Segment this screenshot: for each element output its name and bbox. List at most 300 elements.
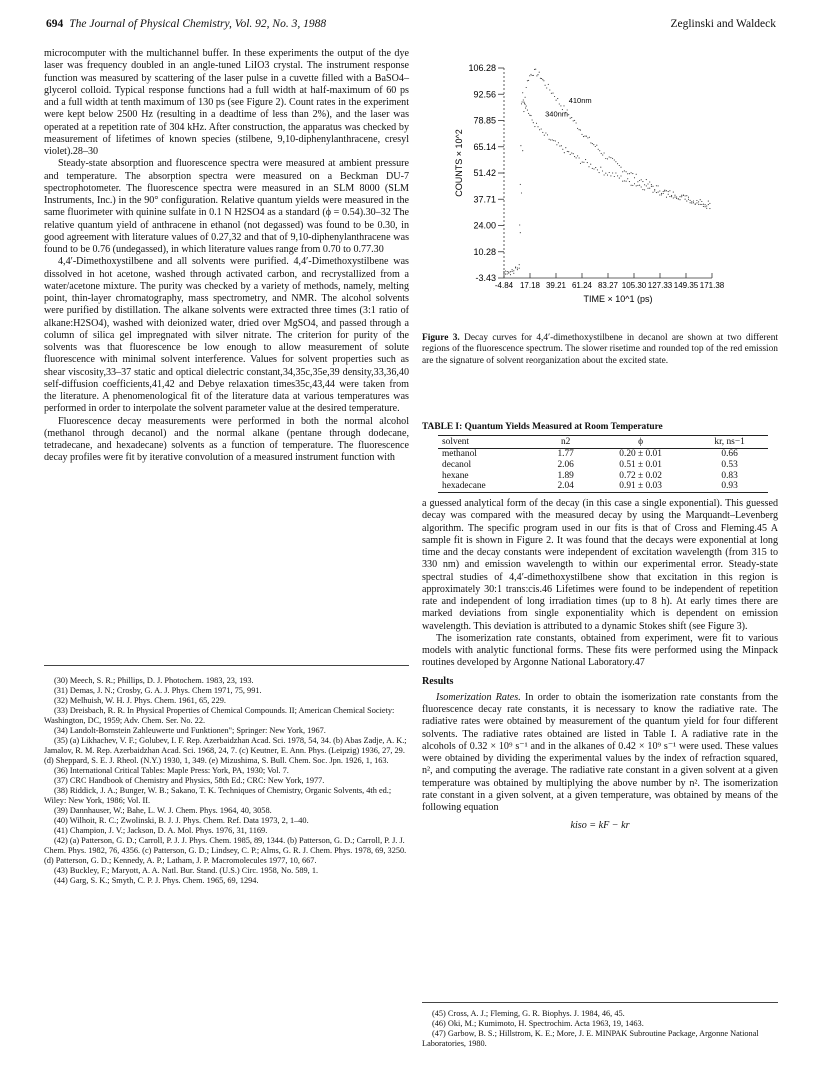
left-column (44, 48, 409, 465)
data-point (560, 105, 561, 106)
data-point (540, 78, 541, 79)
data-point (580, 163, 581, 164)
data-point (705, 204, 706, 205)
data-point (676, 197, 677, 198)
data-point (588, 166, 589, 167)
data-point (701, 204, 702, 205)
data-point (581, 134, 582, 135)
data-point (679, 196, 680, 197)
data-point (676, 198, 677, 199)
data-point (532, 75, 533, 76)
data-point (503, 272, 504, 273)
data-point (631, 172, 632, 173)
data-point (607, 158, 608, 159)
data-point (605, 173, 606, 174)
data-point (646, 179, 647, 180)
data-point (592, 143, 593, 144)
data-point (614, 159, 615, 160)
data-point (612, 158, 613, 159)
data-point (596, 145, 597, 146)
data-point (668, 191, 669, 192)
data-point (673, 192, 674, 193)
table-row (438, 471, 768, 482)
data-point (632, 185, 633, 186)
data-point (620, 175, 621, 176)
table-title: TABLE I: Quantum Yields Measured at Room Temperature (422, 422, 663, 432)
data-point (543, 80, 544, 81)
data-point (507, 273, 508, 274)
data-point (626, 171, 627, 172)
paragraph (422, 692, 778, 815)
data-point (512, 271, 513, 272)
references-left (44, 665, 409, 886)
x-tick-label: 61.24 (571, 281, 593, 290)
data-point (683, 195, 684, 196)
data-point (681, 196, 682, 197)
x-tick-label: 171.38 (699, 281, 725, 290)
data-point (700, 199, 701, 200)
data-point (673, 197, 674, 198)
right-column (422, 498, 778, 833)
reference: (38) Riddick, J. A.; Bunger, W. B.; Sakano, T. K. Techniques of Chemistry, Organic Solvents, 4th ed.; Wiley: New York, 1986; Vol. II. (44, 786, 392, 805)
data-point (669, 196, 670, 197)
data-point (583, 162, 584, 163)
data-point (563, 105, 564, 106)
data-point (602, 154, 603, 155)
x-tick-label: 127.33 (647, 281, 673, 290)
data-point (663, 193, 664, 194)
data-point (520, 232, 521, 233)
data-point (510, 274, 511, 275)
reference: (36) International Critical Tables: Maple Press: York, PA, 1930; Vol. 7. (54, 766, 289, 775)
data-point (691, 201, 692, 202)
data-point (652, 192, 653, 193)
data-point (577, 128, 578, 129)
data-point (617, 163, 618, 164)
data-point (693, 202, 694, 203)
reference: (35) (a) Likhachev, V. F.; Golubev, I. F. Rep. Azerbaidzhan Acad. Sci. 1978, 54, 34. (b) Abas Zadje, A. K.; Jamalov, R. M. Rep. Azerbaidzhan Acad. Sci. 1968, 24, 7. (c) Keutner, E. Ann. Phys. (Leipzig) 1936, 27, 29. (d) Sheppard, S. E. J. Rheol. (N.Y.) 1930, 1, 349. (e) Mizushima, S. Bull. Chem. Soc. Jpn. 1926, 1, 163. (44, 736, 407, 765)
data-point (542, 132, 543, 133)
data-point (703, 204, 704, 205)
section-heading-results: Results (422, 675, 454, 687)
data-point (601, 153, 602, 154)
data-point (576, 157, 577, 158)
data-point (597, 169, 598, 170)
decay-chart (422, 58, 778, 333)
data-point (555, 140, 556, 141)
data-point (527, 110, 528, 111)
data-point (529, 75, 530, 76)
cell: 0.20 ± 0.01 (619, 449, 662, 459)
data-point (536, 75, 537, 76)
x-axis-label: TIME × 10^1 (ps) (583, 294, 653, 304)
data-point (539, 129, 540, 130)
data-point (659, 194, 660, 195)
data-point (552, 93, 553, 94)
data-point (686, 195, 687, 196)
data-point (535, 69, 536, 70)
data-point (644, 184, 645, 185)
y-tick-label: 51.42 (473, 168, 496, 178)
y-axis-label: COUNTS × 10^2 (454, 129, 464, 197)
data-point (517, 267, 518, 268)
data-point (615, 161, 616, 162)
data-point (505, 274, 506, 275)
data-point (626, 181, 627, 182)
data-point (571, 117, 572, 118)
y-tick-label: 37.71 (473, 194, 496, 205)
data-point (612, 172, 613, 173)
data-point (587, 137, 588, 138)
data-point (706, 205, 707, 206)
data-point (526, 106, 527, 107)
data-point (671, 195, 672, 196)
reference: (42) (a) Patterson, G. D.; Carroll, P. J. J. Phys. Chem. 1985, 89, 1344. (b) Patterson, G. D.; Carroll, P. J. J. Chem. Phys. 1982, 76, 4356. (c) Patterson, G. D.; Lindsey, C. P.; Alms, G. R. J. Chem. Phys. 1978, 69, 3250. (d) Patterson, G. D.; Kennedy, A. P.; Latham, J. P. Macromolecules 1977, 10, 667. (44, 836, 407, 865)
data-point (599, 150, 600, 151)
reference: (41) Champion, J. V.; Jackson, D. A. Mol. Phys. 1976, 31, 1169. (54, 826, 268, 835)
data-point (695, 203, 696, 204)
data-point (545, 85, 546, 86)
data-point (519, 264, 520, 265)
data-point (654, 190, 655, 191)
data-point (568, 151, 569, 152)
data-point (534, 126, 535, 127)
reference: (32) Melhuish, W. H. J. Phys. Chem. 1961, 65, 229. (54, 696, 226, 705)
data-point (576, 122, 577, 123)
data-point (556, 144, 557, 145)
table-header-row (438, 436, 768, 449)
data-point (521, 192, 522, 193)
data-point (519, 268, 520, 269)
data-point (570, 118, 571, 119)
x-tick-label: 105.30 (621, 281, 647, 290)
paragraph: Steady-state absorption and fluorescence spectra were measured at ambient pressure and temperature. The absorption spectra were measured on a Beckman DU-7 spectrophotometer. The fluorescence spectra were measured in an SLM 8000 (SLM Instruments, Inc.) in the 90° configuration. Relative quantum yields were measured in the same fluorimeter with quinine sulfate in 0.1 N H2SO4 as a standard (ϕ = 0.54).30–32 The relative quantum yield of anthracene in ethanol (not degassed) was found to be 0.30, in good agreement with literature values of 0.27,32 and that of 9,10-diphenylanthracene was found to be 0.76 (undegassed), in which literature values range from 0.70 to 0.77.30 (44, 158, 409, 255)
reference: (34) Landolt-Bornstein Zahleuwerte und Funktionen"; Springer: New York, 1967. (54, 726, 326, 735)
data-point (546, 87, 547, 88)
data-point (587, 162, 588, 163)
data-point (530, 74, 531, 75)
data-point (559, 103, 560, 104)
page-header (46, 18, 776, 34)
table-row (438, 481, 768, 492)
data-point (519, 224, 520, 225)
data-point (642, 189, 643, 190)
data-point (524, 103, 525, 104)
paragraph: The isomerization rate constants, obtained from experiment, were fit to various models with analytic functional forms. These fits were performed using the Minpack routines developed by Argonne National Laboratory.47 (422, 632, 778, 669)
data-point (565, 147, 566, 148)
data-point (564, 152, 565, 153)
y-tick-label: 65.14 (473, 141, 496, 152)
data-point (520, 184, 521, 185)
data-point (651, 186, 652, 187)
cell: 0.51 ± 0.01 (619, 459, 662, 470)
journal-title: The Journal of Physical Chemistry, Vol. 92, No. 3, 1988 (69, 18, 327, 30)
data-point (688, 199, 689, 200)
series-label: 410nm (568, 95, 592, 105)
reference: (45) Cross, A. J.; Fleming, G. R. Biophys. J. 1984, 46, 45. (432, 1009, 625, 1018)
data-point (513, 270, 514, 271)
figure-3 (422, 58, 778, 367)
data-point (505, 270, 506, 271)
data-point (698, 204, 699, 205)
data-point (556, 100, 557, 101)
reference: (44) Garg, S. K.; Smyth, C. P. J. Phys. Chem. 1965, 69, 1294. (54, 876, 259, 885)
reference: (46) Oki, M.; Kumimoto, H. Spectrochim. Acta 1963, 19, 1463. (432, 1019, 644, 1028)
col-header-phi: ϕ (590, 436, 691, 449)
data-point (545, 132, 546, 133)
data-point (609, 156, 610, 157)
data-point (641, 179, 642, 180)
data-point (709, 203, 710, 204)
x-tick-label: 17.18 (519, 281, 541, 290)
data-point (508, 271, 509, 272)
data-point (629, 181, 630, 182)
data-point (541, 78, 542, 79)
cell: 1.77 (557, 449, 574, 459)
y-tick-label: 24.00 (473, 220, 496, 231)
data-point (627, 173, 628, 174)
data-point (549, 89, 550, 90)
data-point (574, 156, 575, 157)
data-point (583, 136, 584, 137)
data-point (649, 181, 650, 182)
col-header-n2: n2 (541, 436, 590, 449)
data-point (604, 152, 605, 153)
x-tick-label: -4.84 (494, 281, 514, 290)
data-point (585, 159, 586, 160)
data-point (523, 111, 524, 112)
data-point (574, 120, 575, 121)
data-point (644, 189, 645, 190)
data-point (696, 200, 697, 201)
data-point (685, 195, 686, 196)
page-number: 694 (46, 18, 64, 30)
data-point (663, 191, 664, 192)
data-point (624, 170, 625, 171)
cell: 0.93 (691, 481, 768, 492)
data-point (528, 80, 529, 81)
data-point (592, 168, 593, 169)
data-point (533, 122, 534, 123)
data-point (548, 84, 549, 85)
data-point (525, 108, 526, 109)
cell: 2.04 (541, 481, 590, 492)
data-point (636, 174, 637, 175)
data-point (593, 168, 594, 169)
data-point (534, 69, 535, 70)
data-point (553, 140, 554, 141)
data-point (651, 184, 652, 185)
data-point (627, 178, 628, 179)
data-point (515, 267, 516, 268)
series-340nm (503, 92, 710, 275)
y-tick-label: 106.28 (468, 63, 496, 73)
data-point (590, 164, 591, 165)
cell: 0.72 ± 0.02 (619, 470, 662, 481)
caption-text: Decay curves for 4,4′-dimethoxystilbene in decanol are shown at two different regions of the fluorescence spectrum. The slower risetime and rounded top of the red emission are the signature of solvent reorganization about the excited state. (422, 333, 779, 366)
references-right (422, 1002, 778, 1049)
data-point (686, 201, 687, 202)
data-point (658, 192, 659, 193)
data-point (607, 175, 608, 176)
data-point (530, 115, 531, 116)
data-point (536, 123, 537, 124)
y-tick-label: 10.28 (473, 246, 496, 257)
paragraph: a guessed analytical form of the decay (in this case a single exponential). This guessed decay was compared with the measured decay by using the Marquandt–Levenberg algorithm. The specific program used in our fits is that of Cross and Fleming.45 A sample fit is shown in Figure 2. It was found that the decays were exponential at long time and the decay constants were independent of excitation wavelength (from 315 to 330 nm) and emission wavelength to within our experimental error. Steady-state spectral studies of 4,4′-dimethoxystilbene show that excitation in this region is approximately 30:1 trans:cis.46 Lifetimes were found to be independent of repetition rate and independent of long irradiation times (up to 8 h). At early times there are marked deviations from single exponentiality which is dependent on emission wavelength. This deviation is attributed to a dynamic Stokes shift (see Figure 3). (422, 498, 778, 632)
data-point (573, 153, 574, 154)
data-point (542, 79, 543, 80)
data-point (604, 174, 605, 175)
data-point (568, 114, 569, 115)
data-point (669, 190, 670, 191)
data-point (517, 269, 518, 270)
data-point (698, 201, 699, 202)
data-point (656, 192, 657, 193)
data-point (605, 158, 606, 159)
journal-citation (46, 18, 326, 30)
results-text: In order to obtain the isomerization rate constants from the fluorescence decay rate constants, it is necessary to know the radiative rate. The radiative rates were obtained by measurement of the quantum yield for four different solvents. The radiative rates obtained are listed in Table I. A radiative rate in the alcohols of 0.32 × 10⁹ s⁻¹ and in the alkanes of 0.42 × 10⁹ s⁻¹ were used. These values were obtained by dividing the experimental values by the index of refraction squared, n², and computing the average. The radiative rate constant in a given solvent at a given temperature was obtained by multiplying the above number by n². The isomerization rate constant in a given solvent, at a given temperature, was obtained by means of the following equation (422, 691, 778, 813)
data-point (617, 175, 618, 176)
data-point (693, 200, 694, 201)
data-point (614, 176, 615, 177)
data-point (595, 146, 596, 147)
data-point (526, 87, 527, 88)
x-tick-label: 149.35 (673, 281, 699, 290)
data-point (554, 96, 555, 97)
data-point (522, 150, 523, 151)
data-point (537, 126, 538, 127)
cell: hexadecane (438, 481, 541, 492)
data-point (622, 171, 623, 172)
data-point (549, 139, 550, 140)
data-point (525, 97, 526, 98)
data-point (589, 137, 590, 138)
data-point (690, 200, 691, 201)
cell: methanol (442, 449, 477, 459)
data-point (559, 146, 560, 147)
data-point (622, 181, 623, 182)
data-point (700, 204, 701, 205)
data-point (681, 195, 682, 196)
data-point (649, 188, 650, 189)
data-point (523, 99, 524, 100)
data-point (705, 206, 706, 207)
data-point (691, 203, 692, 204)
data-point (688, 197, 689, 198)
reference: (43) Buckley, F.; Maryott, A. A. Natl. Bur. Stand. (U.S.) Circ. 1958, No. 589, 1. (54, 866, 319, 875)
data-point (577, 155, 578, 156)
data-point (639, 180, 640, 181)
data-point (666, 190, 667, 191)
data-point (582, 162, 583, 163)
data-point (629, 173, 630, 174)
data-point (610, 175, 611, 176)
data-point (523, 102, 524, 103)
y-tick-label: 78.85 (473, 115, 496, 126)
data-point (600, 167, 601, 168)
data-point (599, 172, 600, 173)
data-point (602, 170, 603, 171)
x-tick-label: 39.21 (545, 281, 567, 290)
data-point (570, 154, 571, 155)
figure-caption (422, 333, 778, 367)
data-point (552, 139, 553, 140)
data-point (562, 149, 563, 150)
data-point (654, 189, 655, 190)
equation: kiso = kF − kr (570, 820, 630, 832)
table-row (438, 460, 768, 471)
data-point (567, 151, 568, 152)
data-point (631, 185, 632, 186)
data-point (508, 273, 509, 274)
data-point (664, 191, 665, 192)
data-point (579, 129, 580, 130)
data-point (522, 101, 523, 102)
data-point (701, 201, 702, 202)
data-point (703, 206, 704, 207)
data-point (674, 197, 675, 198)
cell: 1.89 (557, 470, 574, 481)
table-1 (422, 422, 778, 493)
data-point (557, 98, 558, 99)
data-point (510, 271, 511, 272)
data-point (593, 144, 594, 145)
reference: (37) CRC Handbook of Chemistry and Physics, 58th Ed.; CRC: New York, 1977. (54, 776, 325, 785)
data-point (656, 185, 657, 186)
data-point (647, 188, 648, 189)
col-header-kr: kr, ns−1 (691, 436, 768, 449)
cell: 0.53 (721, 459, 738, 470)
data-point (507, 271, 508, 272)
data-point (528, 113, 529, 114)
data-point (661, 194, 662, 195)
data-point (634, 177, 635, 178)
data-point (598, 149, 599, 150)
data-point (659, 190, 660, 191)
cell: decanol (442, 459, 472, 470)
data-point (595, 167, 596, 168)
data-point (658, 185, 659, 186)
data-point (641, 186, 642, 187)
data-point (533, 75, 534, 76)
data-point (571, 152, 572, 153)
reference: (33) Dreisbach, R. R. In Physical Properties of Chemical Compounds. II; American Chemical Society: Washington, DC, 1959; Adv. Chem. Ser. No. 22. (44, 706, 395, 725)
reference: (40) Wilhoit, R. C.; Zwolinski, B. J. J. Phys. Chem. Ref. Data 1973, 2, 1–40. (54, 816, 309, 825)
caption-label: Figure 3. (422, 333, 460, 343)
data-point (679, 199, 680, 200)
x-tick-label: 83.27 (597, 281, 619, 290)
running-authors: Zeglinski and Waldeck (670, 18, 776, 30)
data-point (661, 193, 662, 194)
data-point (527, 80, 528, 81)
data-point (512, 269, 513, 270)
data-point (532, 119, 533, 120)
reference: (39) Dannhauser, W.; Bahe, L. W. J. Chem. Phys. 1964, 40, 3058. (54, 806, 272, 815)
data-point (696, 202, 697, 203)
data-point (525, 104, 526, 105)
data-point (639, 185, 640, 186)
data-point (615, 172, 616, 173)
quantum-yield-table (438, 435, 768, 493)
cell: 0.83 (721, 470, 738, 481)
data-point (580, 130, 581, 131)
data-point (541, 128, 542, 129)
data-point (637, 185, 638, 186)
paragraph: 4,4′-Dimethoxystilbene and all solvents were purified. 4,4′-Dimethoxystilbene was dissolved in hot acetone, washed through activated carbon, and recrystallized from a water/acetone mixture. The purity was checked by a variety of methods, namely, melting point, thin-layer chromatography, mass spectrometry, and NMR. The alcohol solvents were purified by distillation. The alkane solvents were extracted three times (3:1 ratio of alkane:H2SO4), washed with deionized water, dried over MgSO4, and passed through a column of silica gel impregnated with silver nitrate. The criterion for purity of the solvents was that fluorescence be low enough to allow measurement of solute fluorescence with minimal solvent interference. Values for solvent properties such as shear viscosity,33–37 static and optical dielectric constant,34,35c,35e,39 density,33,36,40 self-diffusion coefficients,41,42 and Debye relaxation times35c,43,44 were taken from the literature. A phenomenological fit of the literature data at various temperatures was performed in order to interpolate the solvent parameter value at the desired temperature. (44, 256, 409, 415)
data-point (539, 72, 540, 73)
data-point (579, 157, 580, 158)
data-point (544, 135, 545, 136)
